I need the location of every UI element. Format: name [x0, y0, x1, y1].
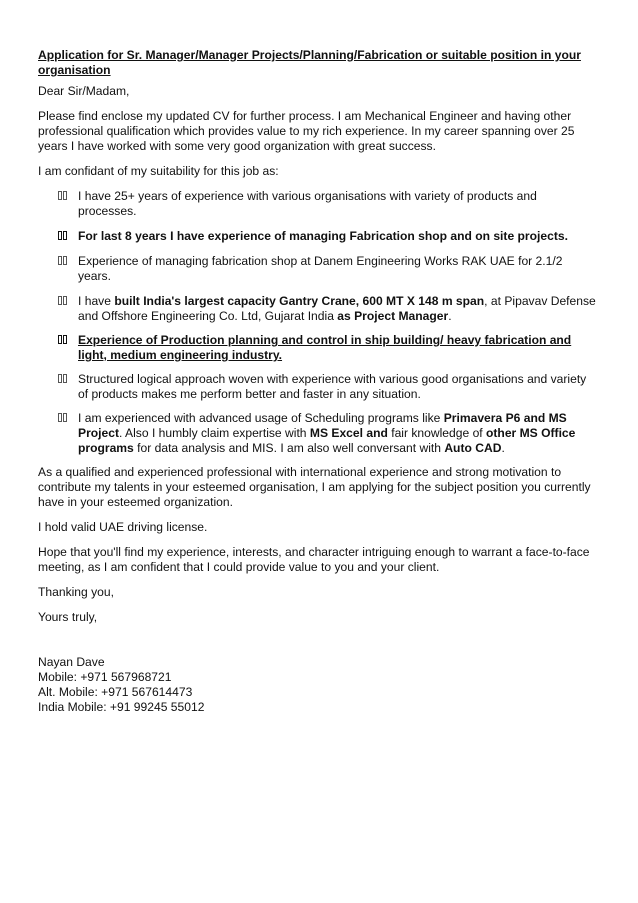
license-paragraph: I hold valid UAE driving license.	[38, 520, 208, 534]
suitability-intro: I am confidant of my suitability for this job as:	[38, 164, 279, 178]
bullet-icon	[58, 413, 69, 423]
subject-line: Application for Sr. Manager/Manager Projects/Planning/Fabrication or suitable position in your organisation	[38, 48, 581, 77]
list-item: For last 8 years I have experience of managing Fabrication shop and on site projects.	[38, 229, 598, 244]
closing-line: Yours truly,	[38, 610, 98, 624]
signature-alt-mobile: Alt. Mobile: +971 567614473	[38, 685, 193, 699]
bullet-icon	[58, 335, 69, 345]
list-item: Experience of managing fabrication shop at Danem Engineering Works RAK UAE for 2.1/2 years.	[38, 254, 598, 284]
list-item: Experience of Production planning and control in ship building/ heavy fabrication and light, medium engineering industry.	[38, 333, 598, 363]
signature-block	[38, 655, 598, 715]
signature-name: Nayan Dave	[38, 655, 105, 669]
salutation: Dear Sir/Madam,	[38, 84, 130, 98]
bullet-icon	[58, 296, 69, 306]
application-paragraph: As a qualified and experienced professional with international experience and strong motivation to contribute my talents in your esteemed organisation, I am applying for the subject position you currently have in your esteemed organization.	[38, 465, 591, 509]
list-item: Structured logical approach woven with experience with various good organisations and variety of products makes me perform better and faster in any situation.	[38, 372, 598, 402]
bullet-icon	[58, 231, 69, 241]
list-item: I am experienced with advanced usage of Scheduling programs like Primavera P6 and MS Project. Also I humbly claim expertise with MS Excel and fair knowledge of other MS Office programs for data analysis and MIS. I am also well conversant with Auto CAD.	[38, 411, 598, 456]
bullet-icon	[58, 256, 69, 266]
bullet-icon	[58, 374, 69, 384]
bullet-icon	[58, 191, 69, 201]
closing-paragraph: Hope that you'll find my experience, interests, and character intriguing enough to warrant a face-to-face meeting, as I am confident that I could provide value to you and your client.	[38, 545, 590, 574]
list-item: I have built India's largest capacity Gantry Crane, 600 MT X 148 m span, at Pipavav Defense and Offshore Engineering Co. Ltd, Gujarat India as Project Manager.	[38, 294, 598, 324]
letter-page	[38, 48, 598, 715]
intro-paragraph: Please find enclose my updated CV for further process. I am Mechanical Engineer and having other professional qualification which provides value to my rich experience. In my career spanning over 25 years I have worked with some very good organization with great success.	[38, 109, 575, 153]
signature-mobile: Mobile: +971 567968721	[38, 670, 172, 684]
signature-india-mobile: India Mobile: +91 99245 55012	[38, 700, 205, 714]
thanks-line: Thanking you,	[38, 585, 114, 599]
list-item: I have 25+ years of experience with various organisations with variety of products and processes.	[38, 189, 598, 219]
qualification-list	[38, 189, 598, 456]
